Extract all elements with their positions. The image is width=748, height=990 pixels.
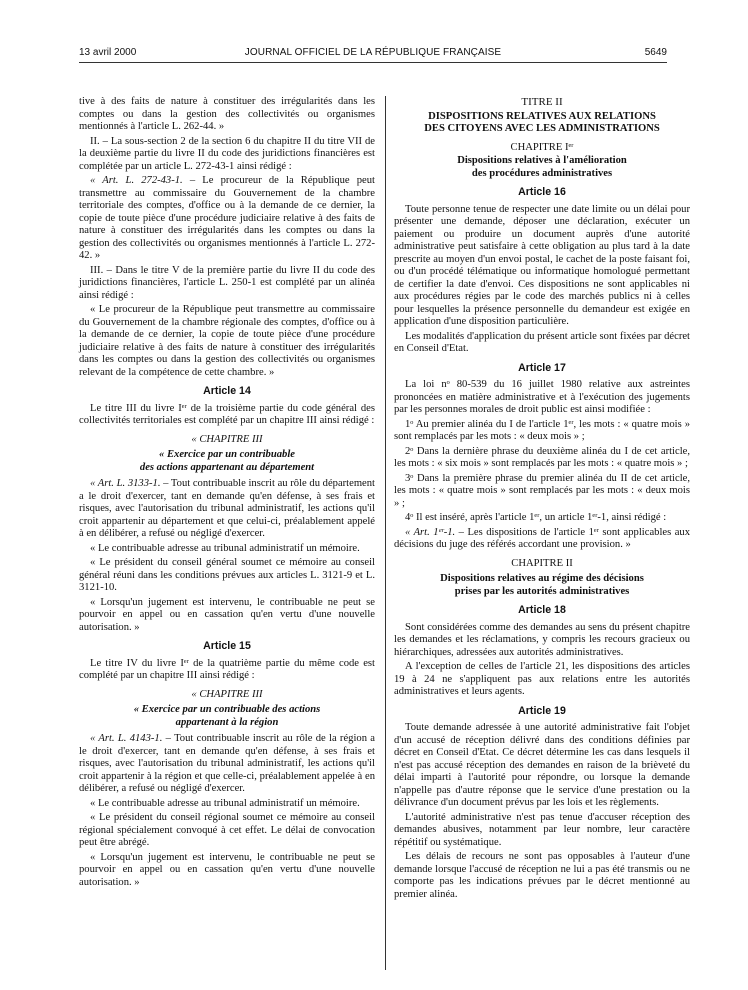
paragraph: Toute demande adressée à une autorité administrative fait l'objet d'un accusé de réception délivré dans des conditions définies par décret en Conseil d'Etat. Ce décret détermine les cas dans lesquels il n'est pas accusé réception des demandes en raison de la brièveté du délai imparti à l'autorité pour répondre, ou lorsque la demande n'appelle pas d'autre réponse que le service d'une prestation ou la délivrance d'un document prévus par les lois et les règlements. — [394, 722, 690, 808]
paragraph: 2ᵒ Dans la dernière phrase du deuxième alinéa du I de cet article, les mots : « six mois » sont remplacés par les mots : « quatre mois » ; — [394, 445, 690, 469]
title-subheading-line: DISPOSITIONS RELATIVES AUX RELATIONS — [428, 110, 656, 122]
paragraph: 4ᵒ Il est inséré, après l'article 1ᵉʳ, un article 1ᵉʳ-1, ainsi rédigé : — [405, 512, 667, 523]
paragraph: Sont considérées comme des demandes au sens du présent chapitre les demandes et les réclamations, y compris les recours gracieux ou hiérarchiques, adressées aux autorités administratives. — [394, 621, 690, 658]
title-subheading — [394, 111, 690, 136]
title-subheading-line: DES CITOYENS AVEC LES ADMINISTRATIONS — [424, 123, 660, 134]
column-divider — [385, 96, 386, 970]
paragraph: Le titre IV du livre Iᵉʳ de la quatrième partie du même code est complété par un chapitre III ainsi rédigé : — [79, 657, 375, 681]
chapter-title-line: « Exercice par un contribuable — [159, 449, 295, 460]
article-heading: Article 16 — [518, 186, 566, 198]
paragraph: Toute personne tenue de respecter une date limite ou un délai pour présenter une demande, déposer une déclaration, exécuter un paiement ou produire un document auprès d'une autorité administrative peut satisfaire à cette obligation au plus tard à la date prescrite au moyen d'un envoi postal, le cachet de la poste faisant foi, ou d'un procédé télématique ou informatique homologué permettant de certifier la date d'envoi. Ces dispositions ne sont applicables ni aux procédures régies par le code des marchés publics ni à celles pour lesquelles la présence personnelle du demandeur est exigée en application d'une disposition particulière. — [394, 203, 690, 327]
paragraph-text: – Le procureur de la République peut transmettre au commissaire du Gouvernement de la chambre territoriale des comptes, d'office ou à la demande de ce dernier, la copie de toute pièce d'une procédure judiciaire relative à des faits de nature à constituer des irrégularités dans les comptes ou dans la gestion des collectivités ou organismes mentionnés à l'article L. 272-42. » — [79, 175, 375, 261]
paragraph: « Lorsqu'un jugement est intervenu, le contribuable ne peut se pourvoir en appel ou en cassation qu'en vertu d'une nouvelle autorisation. » — [79, 596, 375, 633]
chapter-title-line: des actions appartenant au département — [139, 461, 315, 473]
paragraph: A l'exception de celles de l'article 21, les dispositions des articles 19 à 24 ne s'appliquent pas aux relations entre les autorités administratives et leurs agents. — [394, 661, 690, 697]
paragraph-text: – Tout contribuable inscrit au rôle du département a le droit d'exercer, tant en demande qu'en défense, à ses frais et risques, avec l'autorisation du tribunal administratif, les actions qu'il croit appartenir au département et que celui-ci, préalablement appelé à en délibérer, a refusé ou négligé d'exercer. — [79, 478, 376, 539]
paragraph: Les délais de recours ne sont pas opposables à l'auteur d'une demande lorsque l'accusé de réception ne lui a pas été transmis ou ne comporte pas les indications prévues par le décret mentionné au premier alinéa. — [394, 851, 690, 900]
paragraph — [394, 527, 690, 552]
paragraph — [79, 175, 375, 263]
paragraph: III. – Dans le titre V de la première partie du livre II du code des juridictions financières, l'article L. 250-1 est complété par un alinéa ainsi rédigé : — [79, 264, 375, 301]
header-date: 13 avril 2000 — [79, 47, 137, 58]
title-heading: TITRE II — [521, 96, 563, 108]
paragraph: « Le procureur de la République peut transmettre au commissaire du Gouvernement de la chambre régionale des comptes, d'office ou à la demande de ce dernier, la copie de toute pièce d'une procédure judiciaire relative à des faits de nature à constituer des irrégularités dans les comptes ou dans la gestion des collectivités ou organismes relevant de la compétence de cette chambre. » — [79, 304, 375, 378]
paragraph: Les modalités d'application du présent article sont fixées par décret en Conseil d'Etat. — [394, 330, 690, 354]
chapter-title-line: « Exercice par un contribuable des actions — [133, 704, 321, 715]
article-heading: Article 14 — [203, 385, 251, 397]
chapter-title-line: des procédures administratives — [471, 167, 613, 179]
chapter-heading: CHAPITRE II — [511, 557, 573, 569]
right-column — [394, 96, 690, 903]
left-column — [79, 96, 375, 891]
page-header — [79, 47, 667, 61]
paragraph: tive à des faits de nature à constituer des irrégularités dans les comptes ou dans la gestion des collectivités ou organismes mentionnés à l'article L. 262-44. » — [79, 96, 375, 132]
chapter-title-line: appartenant à la région — [175, 716, 279, 728]
paragraph: La loi nᵒ 80-539 du 16 juillet 1980 relative aux astreintes prononcées en matière administrative et à l'exécution des jugements par les personnes morales de droit public est ainsi modifiée : — [394, 379, 690, 415]
header-rule — [79, 62, 667, 63]
chapter-title-line: prises par les autorités administratives — [454, 585, 630, 597]
chapter-title-line: Dispositions relatives à l'amélioration — [457, 155, 627, 166]
article-ref: « Art. 1ᵉʳ-1. — [405, 526, 456, 538]
paragraph — [79, 478, 375, 541]
chapter-heading: « CHAPITRE III — [191, 688, 263, 700]
paragraph: « Le président du conseil régional soumet ce mémoire au conseil régional spécialement convoqué à cet effet. Le délai de convocation peut être abrégé. — [79, 812, 375, 848]
chapter-heading: CHAPITRE Iᵉʳ — [510, 141, 574, 153]
paragraph: 1ᵒ Au premier alinéa du I de l'article 1ᵉʳ, les mots : « quatre mois » sont remplacés par les mots : « deux mois » ; — [394, 418, 690, 442]
article-heading: Article 17 — [518, 361, 566, 374]
paragraph: « Lorsqu'un jugement est intervenu, le contribuable ne peut se pourvoir en appel ou en cassation qu'en vertu d'une nouvelle autorisation. » — [79, 851, 375, 888]
page-number: 5649 — [644, 47, 667, 58]
article-heading: Article 18 — [518, 604, 566, 616]
journal-title: JOURNAL OFFICIEL DE LA RÉPUBLIQUE FRANÇAISE — [244, 47, 502, 58]
paragraph-text: – Tout contribuable inscrit au rôle de la région a le droit d'exercer, tant en demande qu'en défense, à ses frais et risques, avec l'autorisation du tribunal administratif, les actions qu'il croit appartenir à la région et que celle-ci, préalablement appelée à en délibérer, a refusé ou négligé d'exercer. — [79, 733, 375, 794]
paragraph: II. – La sous-section 2 de la section 6 du chapitre II du titre VII de la deuxième partie du livre II du code des juridictions financières est complétée par un article L. 272-43-1 ainsi rédigé : — [79, 135, 375, 172]
paragraph-text: – Les dispositions de l'article 1ᵉʳ sont applicables aux décisions du juge des référés accordant une provision. » — [394, 526, 690, 550]
article-ref: « Art. L. 3133-1. — [90, 478, 161, 489]
paragraph: L'autorité administrative n'est pas tenue d'accuser réception des demandes abusives, notamment par leur nombre, leur caractère répétitif ou systématique. — [394, 811, 690, 848]
paragraph: « Le contribuable adresse au tribunal administratif un mémoire. — [90, 542, 360, 554]
paragraph — [79, 733, 375, 796]
article-ref: « Art. L. 272-43-1. — [90, 175, 183, 186]
paragraph: « Le contribuable adresse au tribunal administratif un mémoire. — [90, 797, 360, 809]
article-heading: Article 19 — [518, 704, 566, 717]
chapter-heading: « CHAPITRE III — [191, 433, 263, 445]
chapter-title-line: Dispositions relatives au régime des décisions — [440, 573, 644, 584]
article-heading: Article 15 — [203, 640, 251, 652]
paragraph: « Le président du conseil général soumet ce mémoire au conseil général réuni dans les conditions prévues aux articles L. 3121-9 et L. 3121-10. — [79, 557, 375, 593]
article-ref: « Art. L. 4143-1. — [90, 733, 163, 744]
paragraph: Le titre III du livre Iᵉʳ de la troisième partie du code général des collectivités territoriales est complété par un chapitre III ainsi rédigé : — [79, 402, 375, 426]
paragraph: 3ᵒ Dans la première phrase du premier alinéa du II de cet article, les mots : « quatre mois » sont remplacés par les mots : « deux mois » ; — [394, 472, 690, 509]
